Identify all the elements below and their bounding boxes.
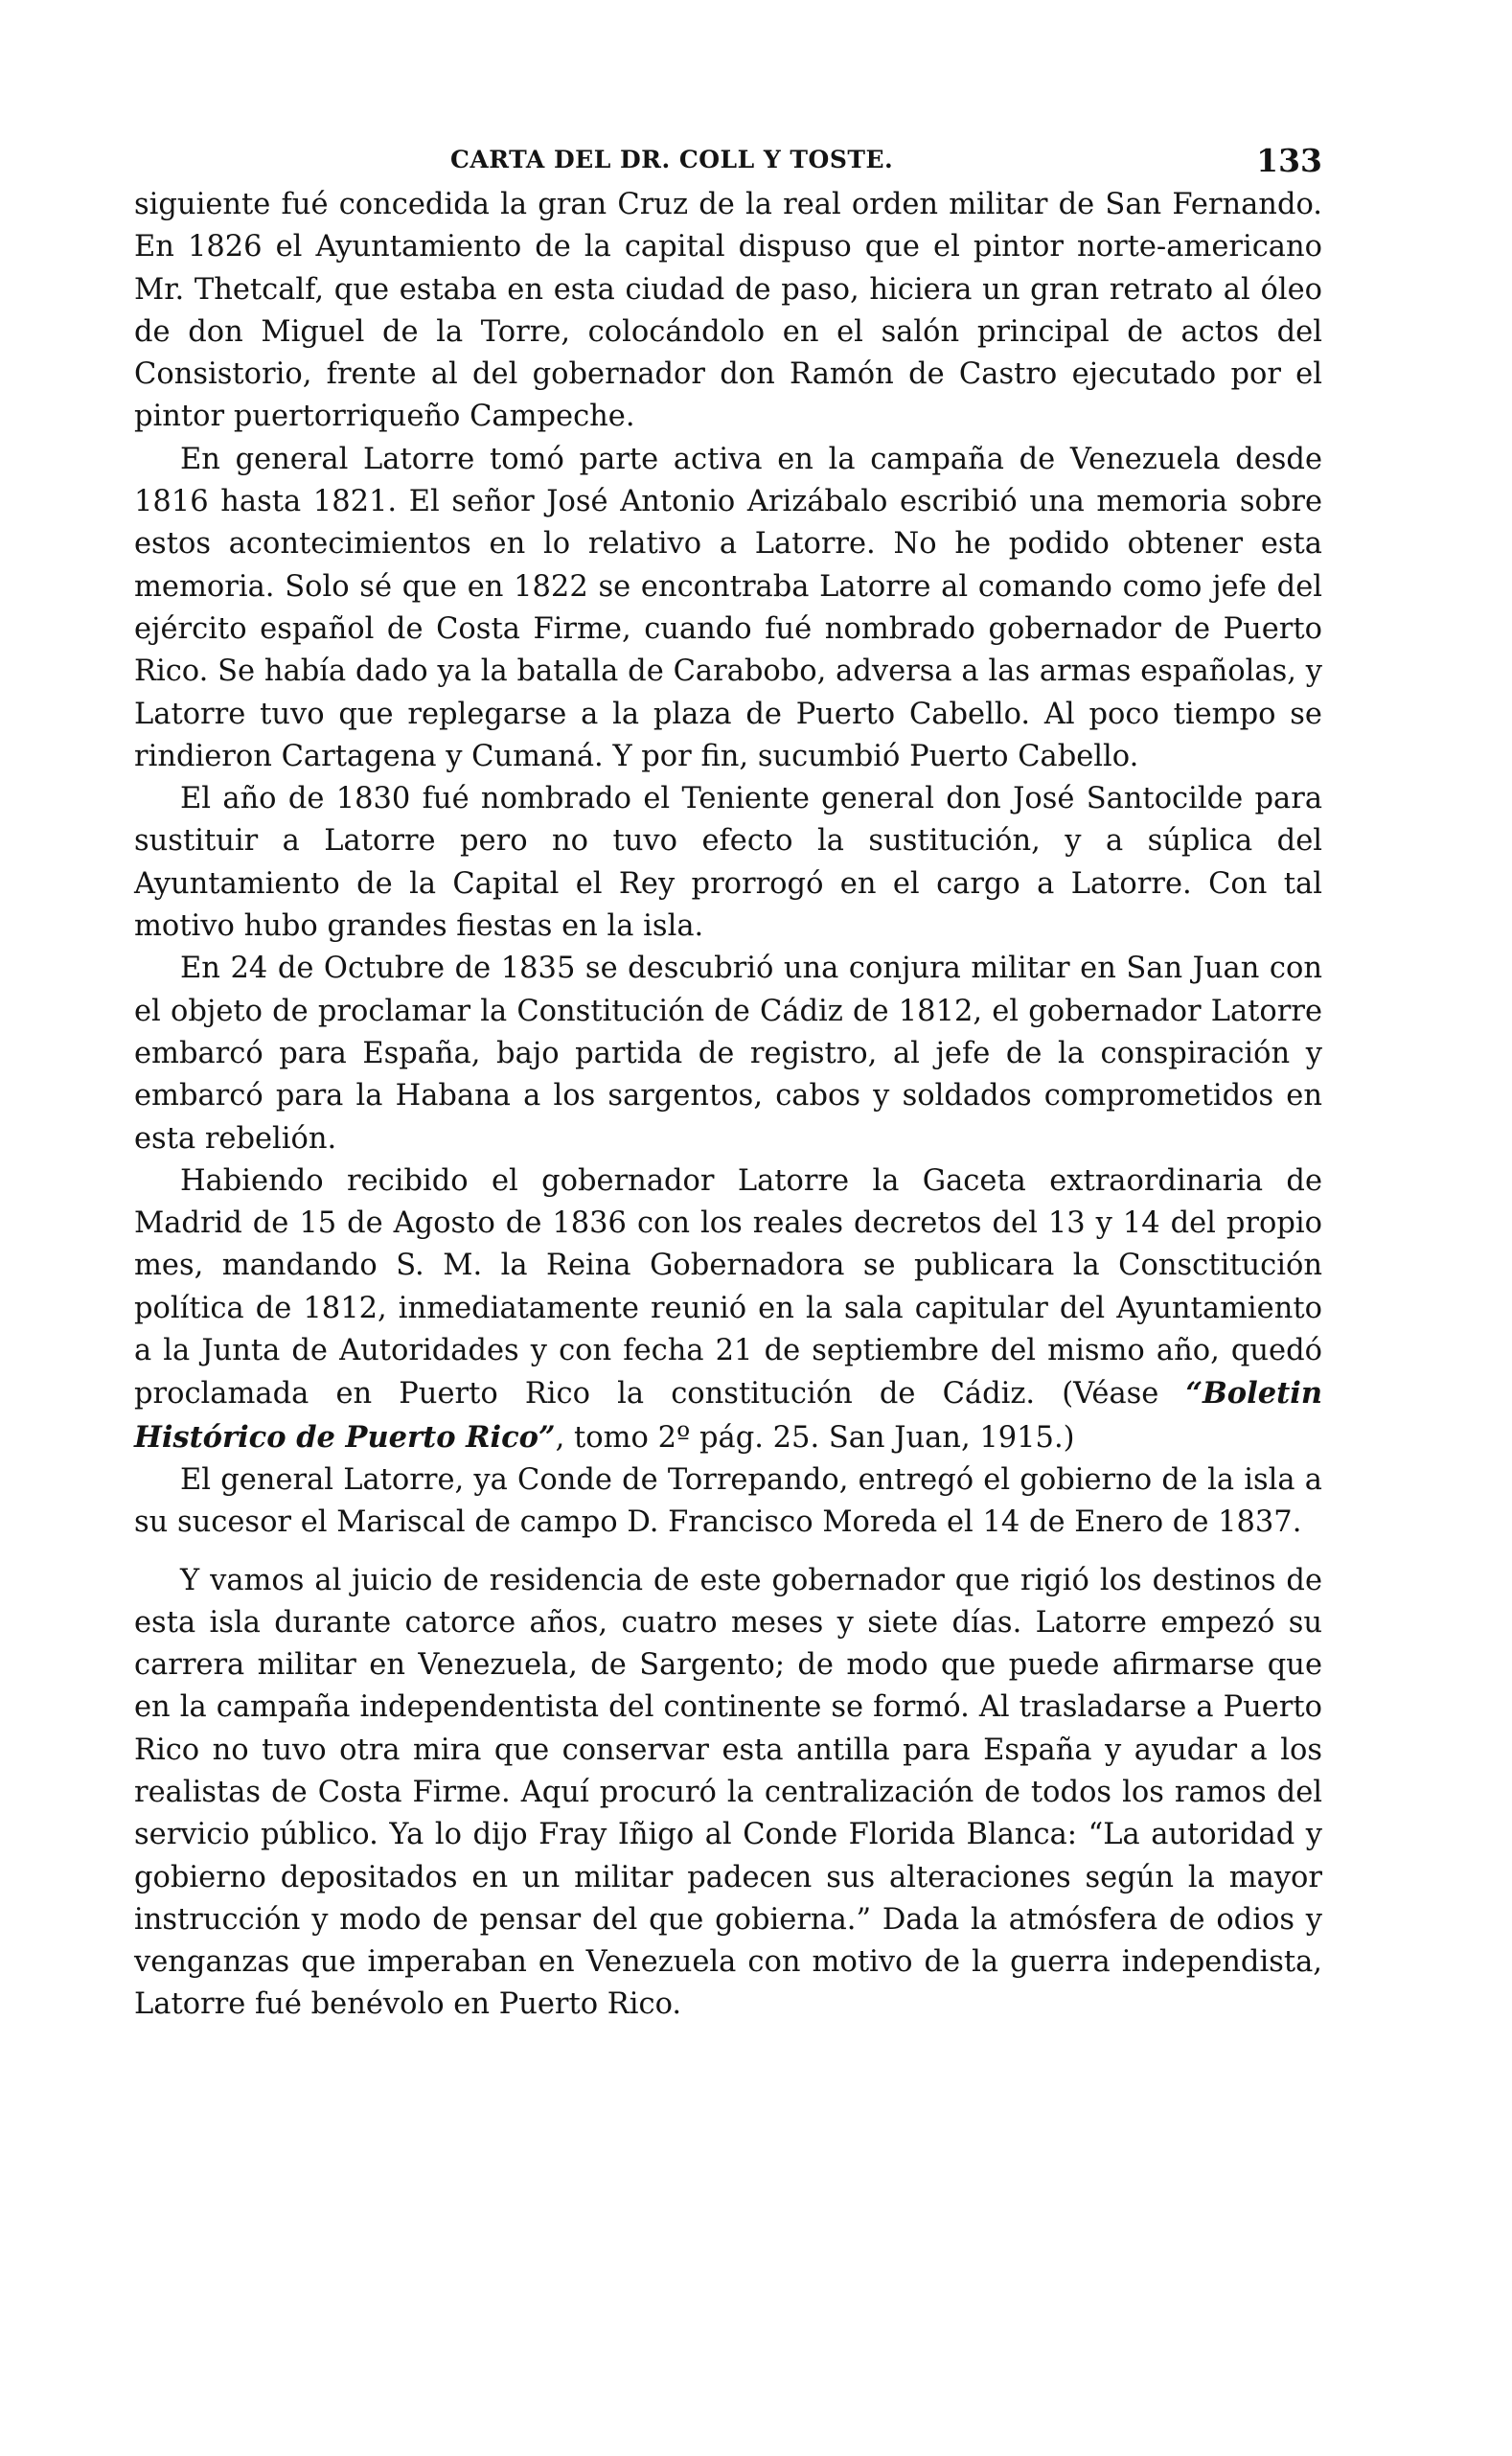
paragraph-4: En 24 de Octubre de 1835 se descubrió una conjura militar en San Juan con el objeto de proclamar la Constitución de Cádiz de 1812, el gobernador Latorre embarcó para España, bajo partida de registro, al jefe de la conspiración y embarcó para la Habana a los sargentos, cabos y soldados comprometidos en esta rebelión. bbox=[134, 952, 1322, 1156]
paragraph-7: Y vamos al juicio de residencia de este gobernador que rigió los destinos de esta isla durante catorce años, cuatro meses y siete días. Latorre empezó su carrera militar en Venezuela, de Sargento; de modo que puede afirmarse que en la campaña independentista del continente se formó. Al trasladarse a Puerto Rico no tuvo otra mira que conservar esta antilla para España y ayudar a los realistas de Costa Firme. Aquí procuró la centralización de todos los ramos del servicio público. Ya lo dijo Fray Iñigo al Conde Florida Blanca: “La autoridad y gobierno depositados en un militar padecen sus alteraciones según la mayor instrucción y modo de pensar del que gobierna.” Dada la atmósfera de odios y venganzas que imperaban en Venezuela con motivo de la guerra independista, Latorre fué benévolo en Puerto Rico. bbox=[134, 1563, 1322, 2022]
paragraph-3: El año de 1830 fué nombrado el Teniente general don José Santocilde para sustituir a Latorre pero no tuvo efecto la sustitución, y a súplica del Ayuntamiento de la Capital el Rey prorrogó en el cargo a Latorre. Con tal motivo hubo grandes fiestas en la isla. bbox=[134, 782, 1322, 944]
paragraph-5-text: Habiendo recibido el gobernador Latorre la Gaceta extraordinaria de Madrid de 15 de Agosto de 1836 con los reales decretos del 13 y 14 del propio mes, mandando S. M. la Reina Gobernadora se publicara la Consctitución política de 1812, inmediatamente reunió en la sala capitular del Ayuntamiento a la Junta de Autoridades y con fecha 21 de septiembre del mismo año, quedó proclamada en Puerto Rico la constitución de Cádiz. (Véase bbox=[134, 1163, 1322, 1412]
paragraph-5 bbox=[134, 1160, 1322, 1459]
book-page bbox=[134, 125, 1322, 2027]
page-header bbox=[134, 125, 1322, 179]
paragraph-5-tail: , tomo 2º pág. 25. San Juan, 1915.) bbox=[555, 1420, 1075, 1455]
body-text bbox=[134, 184, 1322, 2027]
paragraph-1: siguiente fué concedida la gran Cruz de la real orden militar de San Fernando. En 1826 el Ayuntamiento de la capital dispuso que el pintor norte-americano Mr. Thetcalf, que estaba en esta ciudad de paso, hiciera un gran retrato al óleo de don Miguel de la Torre, colocándolo en el salón principal de actos del Consistorio, frente al del gobernador don Ramón de Castro ejecutado por el pintor puertorriqueño Campeche. bbox=[134, 188, 1322, 434]
paragraph-2: En general Latorre tomó parte activa en la campaña de Venezuela desde 1816 hasta 1821. El señor José Antonio Arizábalo escribió una memoria sobre estos acontecimientos en lo relativo a Latorre. No he podido obtener esta memoria. Solo sé que en 1822 se encontraba Latorre al comando como jefe del ejército español de Costa Firme, cuando fué nombrado gobernador de Puerto Rico. Se había dado ya la batalla de Carabobo, adversa a las armas españolas, y Latorre tuvo que replegarse a la plaza de Puerto Cabello. Al poco tiempo se rindieron Cartagena y Cumaná. Y por fin, sucumbió Puerto Cabello. bbox=[134, 442, 1322, 773]
bulletin-citation: “Boletin Histórico de Puerto Rico” bbox=[134, 1376, 1322, 1455]
page-number: 133 bbox=[1256, 142, 1322, 179]
paragraph-6: El general Latorre, ya Conde de Torrepando, entregó el gobierno de la isla a su sucesor el Mariscal de campo D. Francisco Moreda el 14 de Enero de 1837. bbox=[134, 1462, 1322, 1540]
running-title: CARTA DEL DR. COLL Y TOSTE. bbox=[450, 146, 894, 173]
